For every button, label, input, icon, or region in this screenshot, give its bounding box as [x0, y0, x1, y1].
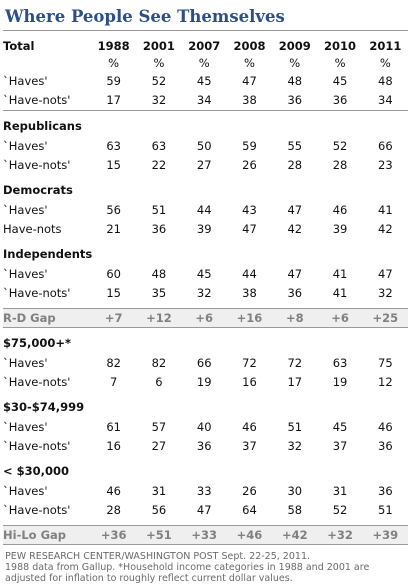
- figure: [3, 0, 408, 584]
- table-row: [3, 137, 408, 156]
- value-cell: 52: [332, 503, 348, 517]
- group-label: Republicans: [3, 119, 82, 133]
- value-cell: 59: [242, 139, 257, 153]
- percent-unit: %: [379, 56, 391, 70]
- value-cell: 60: [106, 267, 121, 281]
- table-row: [3, 501, 408, 520]
- table-row: [3, 284, 408, 303]
- row-label: `Have-nots': [3, 375, 71, 389]
- source-note: [3, 545, 408, 584]
- row-label: `Haves': [3, 267, 48, 281]
- value-cell: 16: [106, 439, 121, 453]
- value-cell: 36: [272, 91, 317, 111]
- value-cell: 12: [378, 375, 393, 389]
- value-cell: +33: [182, 526, 227, 545]
- value-cell: 45: [332, 420, 348, 434]
- value-cell: 56: [151, 503, 167, 517]
- value-cell: 63: [106, 139, 121, 153]
- table-row: [3, 91, 408, 111]
- value-cell: +7: [91, 309, 136, 328]
- value-cell: 40: [196, 420, 212, 434]
- value-cell: 34: [182, 91, 227, 111]
- value-cell: 48: [151, 267, 167, 281]
- row-label: `Haves': [3, 139, 48, 153]
- value-cell: 32: [287, 439, 303, 453]
- value-cell: 37: [242, 439, 257, 453]
- value-cell: 46: [332, 203, 348, 217]
- value-cell: 39: [196, 222, 212, 236]
- value-cell: +6: [182, 309, 227, 328]
- value-cell: 17: [287, 375, 303, 389]
- value-cell: 52: [332, 139, 348, 153]
- value-cell: 36: [287, 286, 303, 300]
- value-cell: 58: [287, 503, 303, 517]
- value-cell: 61: [106, 420, 121, 434]
- row-label: Have-nots: [3, 222, 62, 236]
- value-cell: 28: [287, 158, 303, 172]
- value-cell: 59: [106, 74, 121, 88]
- value-cell: 38: [227, 91, 272, 111]
- value-cell: 33: [196, 484, 212, 498]
- group-label: $30-$74,999: [3, 400, 85, 414]
- value-cell: 51: [287, 420, 303, 434]
- value-cell: 42: [378, 222, 393, 236]
- row-label: R-D Gap: [3, 309, 91, 328]
- value-cell: +6: [317, 309, 362, 328]
- value-cell: 45: [196, 74, 212, 88]
- row-label: `Have-nots': [3, 439, 71, 453]
- group-label: Independents: [3, 247, 93, 261]
- value-cell: 66: [196, 356, 212, 370]
- percent-unit: %: [153, 56, 165, 70]
- group-header: [3, 328, 408, 355]
- value-cell: 41: [332, 286, 348, 300]
- value-cell: +36: [91, 526, 136, 545]
- value-cell: 46: [106, 484, 121, 498]
- value-cell: 7: [109, 375, 118, 389]
- value-cell: 47: [378, 267, 393, 281]
- group-header: [3, 239, 408, 265]
- source-line: adjusted for inflation to roughly reflect current dollar values.: [5, 573, 293, 584]
- year-header: 2001: [142, 39, 175, 53]
- value-cell: 63: [332, 356, 348, 370]
- data-table: [3, 31, 408, 545]
- value-cell: 38: [242, 286, 257, 300]
- year-header: 1988: [97, 39, 130, 53]
- table-row: [3, 201, 408, 220]
- value-cell: 47: [242, 222, 257, 236]
- table-row: [3, 220, 408, 239]
- percent-unit: %: [289, 56, 301, 70]
- value-cell: 6: [155, 375, 163, 389]
- group-header: [3, 175, 408, 201]
- value-cell: 27: [196, 158, 212, 172]
- row-label: `Have-nots': [3, 158, 71, 172]
- group-header: [3, 392, 408, 418]
- row-label: `Haves': [3, 74, 48, 88]
- percent-unit: %: [108, 56, 120, 70]
- value-cell: +39: [363, 526, 408, 545]
- row-label: `Haves': [3, 203, 48, 217]
- table-row: [3, 265, 408, 284]
- table-row: [3, 72, 408, 91]
- row-label: `Haves': [3, 484, 48, 498]
- value-cell: 36: [378, 484, 393, 498]
- value-cell: +46: [227, 526, 272, 545]
- year-header: 2011: [369, 39, 402, 53]
- table-row: [3, 354, 408, 373]
- value-cell: 41: [378, 203, 393, 217]
- group-header: [3, 111, 408, 138]
- header-row: [3, 31, 408, 55]
- value-cell: 23: [378, 158, 393, 172]
- value-cell: 30: [287, 484, 303, 498]
- value-cell: +16: [227, 309, 272, 328]
- value-cell: 17: [91, 91, 136, 111]
- value-cell: 44: [242, 267, 257, 281]
- total-label: Total: [3, 39, 35, 53]
- value-cell: 36: [317, 91, 362, 111]
- percent-unit: %: [198, 56, 210, 70]
- value-cell: 51: [378, 503, 393, 517]
- value-cell: 48: [378, 74, 393, 88]
- value-cell: 46: [242, 420, 257, 434]
- value-cell: 66: [378, 139, 393, 153]
- value-cell: 75: [378, 356, 393, 370]
- source-line: PEW RESEARCH CENTER/WASHINGTON POST Sept. 22-25, 2011.: [5, 551, 311, 562]
- units-row: [3, 55, 408, 72]
- year-header: 2007: [188, 39, 221, 53]
- value-cell: 51: [151, 203, 167, 217]
- value-cell: 32: [136, 91, 181, 111]
- value-cell: 41: [332, 267, 348, 281]
- value-cell: 35: [151, 286, 167, 300]
- value-cell: 31: [332, 484, 348, 498]
- value-cell: 39: [332, 222, 348, 236]
- value-cell: 47: [196, 503, 212, 517]
- value-cell: 42: [287, 222, 303, 236]
- value-cell: 82: [106, 356, 121, 370]
- value-cell: 26: [242, 484, 257, 498]
- rd-gap-row: [3, 309, 408, 328]
- value-cell: 15: [106, 286, 121, 300]
- year-header: 2010: [324, 39, 357, 53]
- value-cell: 16: [242, 375, 257, 389]
- table-row: [3, 482, 408, 501]
- value-cell: 26: [242, 158, 257, 172]
- value-cell: 22: [151, 158, 167, 172]
- year-header: 2009: [278, 39, 311, 53]
- row-label: `Have-nots': [3, 91, 91, 111]
- value-cell: 52: [151, 74, 167, 88]
- table-row: [3, 418, 408, 437]
- value-cell: +25: [363, 309, 408, 328]
- value-cell: 47: [287, 267, 303, 281]
- value-cell: 50: [196, 139, 212, 153]
- value-cell: +42: [272, 526, 317, 545]
- value-cell: 63: [151, 139, 167, 153]
- row-label: Hi-Lo Gap: [3, 526, 91, 545]
- units-spacer: [3, 55, 91, 72]
- value-cell: 45: [196, 267, 212, 281]
- value-cell: 37: [332, 439, 348, 453]
- value-cell: 46: [378, 420, 393, 434]
- value-cell: 44: [196, 203, 212, 217]
- value-cell: 72: [287, 356, 303, 370]
- row-label: `Haves': [3, 356, 48, 370]
- value-cell: 36: [196, 439, 212, 453]
- group-label: Democrats: [3, 183, 73, 197]
- value-cell: 32: [378, 286, 393, 300]
- value-cell: 36: [151, 222, 167, 236]
- value-cell: 57: [151, 420, 167, 434]
- value-cell: 31: [151, 484, 167, 498]
- group-label: < $30,000: [3, 464, 70, 478]
- value-cell: 28: [332, 158, 348, 172]
- group-header: [3, 456, 408, 482]
- value-cell: 55: [287, 139, 303, 153]
- value-cell: 32: [196, 286, 212, 300]
- row-label: `Have-nots': [3, 286, 71, 300]
- table-row: [3, 373, 408, 392]
- value-cell: 47: [242, 74, 257, 88]
- page-title: Where People See Themselves: [3, 0, 408, 31]
- table-row: [3, 437, 408, 456]
- value-cell: 72: [242, 356, 257, 370]
- value-cell: 47: [287, 203, 303, 217]
- value-cell: 43: [242, 203, 257, 217]
- value-cell: 34: [363, 91, 408, 111]
- percent-unit: %: [244, 56, 255, 70]
- value-cell: 21: [106, 222, 121, 236]
- value-cell: +51: [136, 526, 181, 545]
- value-cell: +32: [317, 526, 362, 545]
- value-cell: 28: [106, 503, 121, 517]
- value-cell: 45: [332, 74, 348, 88]
- value-cell: 15: [106, 158, 121, 172]
- value-cell: +12: [136, 309, 181, 328]
- value-cell: 27: [151, 439, 167, 453]
- value-cell: +8: [272, 309, 317, 328]
- hilo-gap-row: [3, 526, 408, 545]
- row-label: `Have-nots': [3, 503, 71, 517]
- value-cell: 19: [196, 375, 212, 389]
- year-header: 2008: [233, 39, 266, 53]
- value-cell: 64: [242, 503, 257, 517]
- value-cell: 82: [151, 356, 167, 370]
- value-cell: 19: [332, 375, 348, 389]
- table-row: [3, 156, 408, 175]
- group-label: $75,000+*: [3, 328, 408, 355]
- value-cell: 48: [287, 74, 303, 88]
- percent-unit: %: [334, 56, 346, 70]
- source-line: 1988 data from Gallup. *Household income categories in 1988 and 2001 are: [5, 562, 370, 573]
- value-cell: 56: [106, 203, 121, 217]
- row-label: `Haves': [3, 420, 48, 434]
- value-cell: 36: [378, 439, 393, 453]
